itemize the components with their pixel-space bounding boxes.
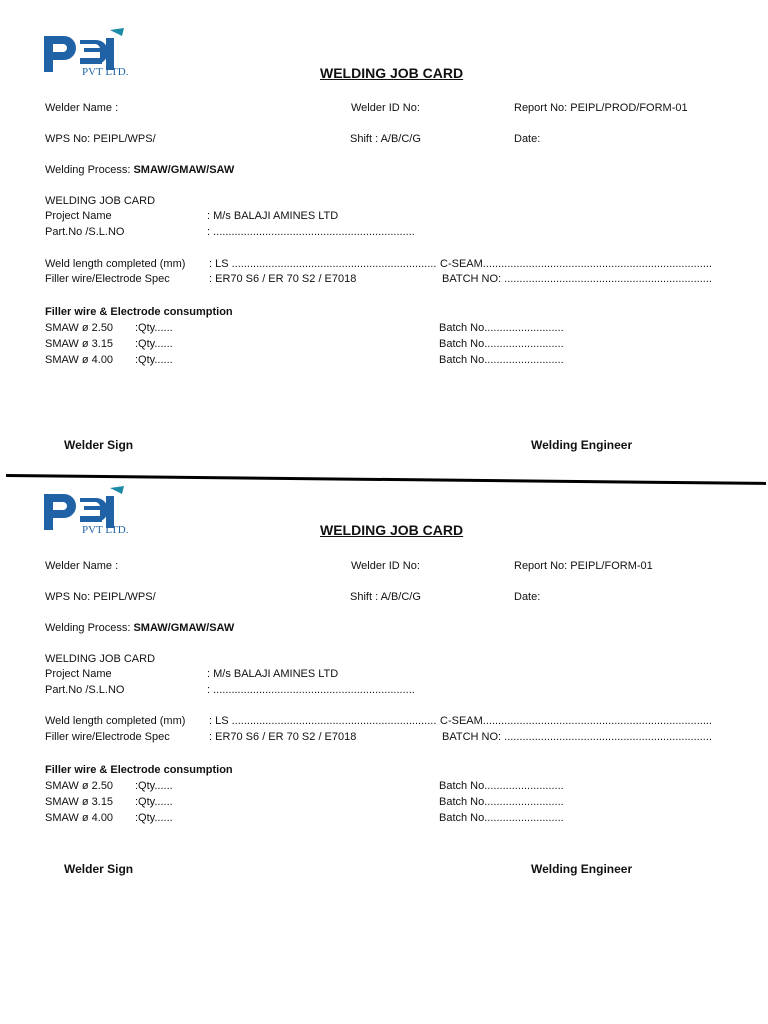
consumption-heading: Filler wire & Electrode consumption [45,306,233,318]
weld-length-label: Weld length completed (mm) [45,715,186,727]
consumption-row-qty: :Qty...... [135,322,173,334]
batch-no-field: BATCH NO: .................................................................... [442,273,712,285]
consumption-row-size: SMAW ø 4.00 [45,354,114,366]
batch-no-field: BATCH NO: .................................................................... [442,731,712,743]
consumption-row-batch: Batch No.......................... [439,322,564,334]
consumption-row-batch: Batch No.......................... [439,812,564,824]
welding-engineer-sign: Welding Engineer [531,438,633,452]
job-card-1 [0,20,768,452]
consumption-row-qty: :Qty...... [135,812,173,824]
consumption-heading: Filler wire & Electrode consumption [45,764,233,776]
consumption-row-qty: :Qty...... [135,338,173,350]
wps-no-label: WPS No: PEIPL/WPS/ [45,133,156,145]
filler-spec-label: Filler wire/Electrode Spec [45,731,170,743]
report-no-label: Report No: PEIPL/PROD/FORM-01 [514,102,688,114]
consumption-row-qty: :Qty...... [135,354,173,366]
consumption-row-size: SMAW ø 3.15 [45,338,114,350]
welder-id-label: Welder ID No: [351,560,420,572]
process-label-text: Welding Process: [45,164,131,176]
part-no-value: : .................................................................. [207,684,415,696]
consumption-row-size: SMAW ø 3.15 [45,796,114,808]
filler-spec-value: : ER70 S6 / ER 70 S2 / E7018 [209,731,357,743]
consumption-row-size: SMAW ø 4.00 [45,812,114,824]
consumption-row-size: SMAW ø 2.50 [45,780,114,792]
part-no-label: Part.No /S.L.NO [45,226,125,238]
process-value: SMAW/GMAW/SAW [133,622,235,634]
part-no-value: : .................................................................. [207,226,415,238]
section-heading: WELDING JOB CARD [45,195,156,207]
report-no-label: Report No: PEIPL/FORM-01 [514,560,653,572]
welder-id-label: Welder ID No: [351,102,420,114]
process-value: SMAW/GMAW/SAW [133,164,235,176]
c-seam-field: C-SEAM........................................................................... [440,258,712,270]
welder-name-label: Welder Name : [45,102,119,114]
consumption-row-size: SMAW ø 2.50 [45,322,114,334]
filler-spec-label: Filler wire/Electrode Spec [45,273,170,285]
welder-name-label: Welder Name : [45,560,119,572]
shift-label: Shift : A/B/C/G [350,591,421,603]
wps-no-label: WPS No: PEIPL/WPS/ [45,591,156,603]
project-name-label: Project Name [45,210,112,222]
weld-length-value: : LS ................................................................... [209,258,437,270]
card-title: WELDING JOB CARD [320,522,464,538]
process-label-text: Welding Process: [45,622,131,634]
c-seam-field: C-SEAM........................................................................... [440,715,712,727]
welding-engineer-sign: Welding Engineer [531,862,633,876]
consumption-row-batch: Batch No.......................... [439,354,564,366]
date-label: Date: [514,133,541,145]
logo-text: PVT LTD. [82,524,129,536]
logo-text: PVT LTD. [82,66,129,78]
welder-sign: Welder Sign [64,862,134,876]
shift-label: Shift : A/B/C/G [350,133,421,145]
filler-spec-value: : ER70 S6 / ER 70 S2 / E7018 [209,273,357,285]
project-name-value: : M/s BALAJI AMINES LTD [207,668,339,680]
welding-process-label [45,621,234,635]
section-heading: WELDING JOB CARD [45,653,156,665]
project-name-value: : M/s BALAJI AMINES LTD [207,210,339,222]
weld-length-label: Weld length completed (mm) [45,258,186,270]
consumption-row-batch: Batch No.......................... [439,338,564,350]
consumption-row-batch: Batch No.......................... [439,796,564,808]
date-label: Date: [514,591,541,603]
consumption-row-qty: :Qty...... [135,796,173,808]
part-no-label: Part.No /S.L.NO [45,684,125,696]
job-card-2 [0,478,768,878]
welding-process-label [45,163,234,177]
weld-length-value: : LS ................................................................... [209,715,437,727]
welder-sign: Welder Sign [64,438,134,452]
project-name-label: Project Name [45,668,112,680]
consumption-row-batch: Batch No.......................... [439,780,564,792]
card-title: WELDING JOB CARD [320,65,464,81]
consumption-row-qty: :Qty...... [135,780,173,792]
